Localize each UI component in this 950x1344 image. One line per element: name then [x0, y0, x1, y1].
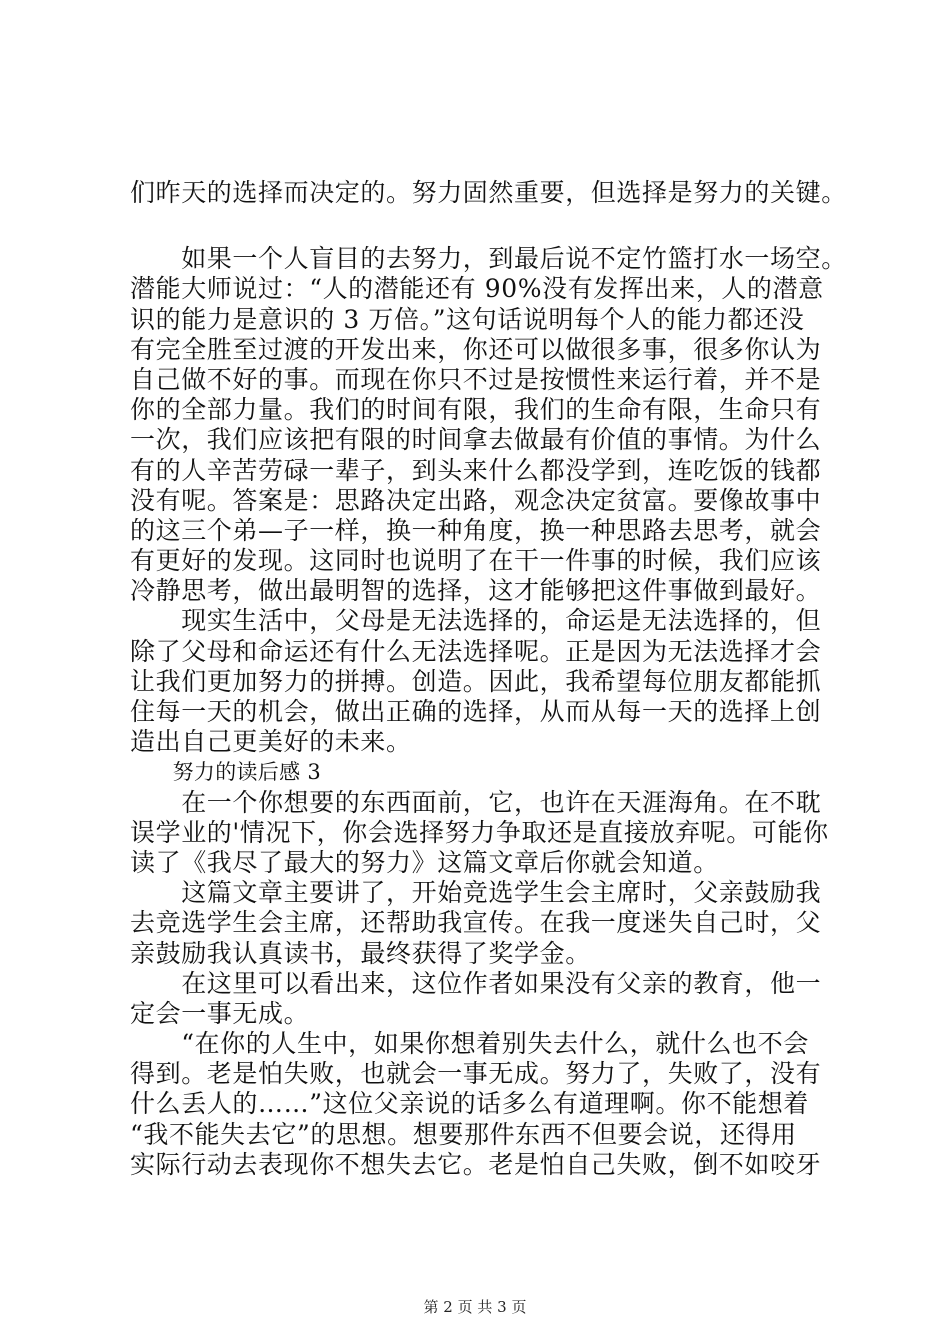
text-line: 什么丢人的……”这位父亲说的话多么有道理啊。你不能想着	[130, 1089, 809, 1119]
text-line: “我不能失去它”的思想。想要那件东西不但要会说，还得用	[130, 1119, 797, 1149]
text-line: 们昨天的选择而决定的。努力固然重要，但选择是努力的关键。	[130, 178, 847, 207]
text-line: 住每一天的机会，做出正确的选择，从而从每一天的选择上创	[130, 697, 822, 726]
text-line: 得到。老是怕失败，也就会一事无成。努力了，失败了，没有	[130, 1059, 822, 1089]
text-line: 有完全胜至过渡的开发出来，你还可以做很多事，很多你认为	[130, 334, 822, 364]
text-line: 一次，我们应该把有限的时间拿去做最有价值的事情。为什么	[130, 425, 822, 455]
text-line: 在一个你想要的东西面前，它，也许在天涯海角。在不耽	[130, 787, 822, 817]
text-line: 亲鼓励我认真读书，最终获得了奖学金。	[130, 938, 591, 968]
body-text	[130, 178, 850, 1180]
text-line: 造出自己更美好的未来。	[130, 727, 412, 757]
text-line: 读了《我尽了最大的努力》这篇文章后你就会知道。	[130, 847, 719, 877]
text-line: 识的能力是意识的 3 万倍。”这句话说明每个人的能力都还没	[130, 304, 805, 334]
text-line: 在这里可以看出来，这位作者如果没有父亲的教育，他一	[130, 968, 822, 998]
text-line: 去竞选学生会主席，还帮助我宣传。在我一度迷失自己时，父	[130, 908, 822, 938]
section-heading: 努力的读后感 3	[130, 760, 322, 785]
text-line: 你的全部力量。我们的时间有限，我们的生命有限，生命只有	[130, 395, 822, 425]
text-line: 现实生活中，父母是无法选择的，命运是无法选择的，但	[130, 606, 822, 636]
text-line: 这篇文章主要讲了，开始竞选学生会主席时，父亲鼓励我	[130, 878, 822, 908]
text-line: 自己做不好的事。而现在你只不过是按惯性来运行着，并不是	[130, 364, 822, 394]
text-line: 除了父母和命运还有什么无法选择呢。正是因为无法选择才会	[130, 636, 822, 666]
text-line: 实际行动去表现你不想失去它。老是怕自己失败，倒不如咬牙	[130, 1149, 822, 1179]
text-line: 潜能大师说过：“人的潜能还有 90%没有发挥出来，人的潜意	[130, 274, 824, 304]
text-line: “在你的人生中，如果你想着别失去什么，就什么也不会	[130, 1029, 809, 1059]
text-line: 没有呢。答案是：思路决定出路，观念决定贫富。要像故事中	[130, 485, 822, 515]
page-footer: 第 2 页 共 3 页	[423, 1298, 527, 1316]
text-line: 定会一事无成。	[130, 998, 310, 1028]
paragraph-gap	[130, 208, 850, 244]
text-line: 有的人辛苦劳碌一辈子，到头来什么都没学到，连吃饭的钱都	[130, 455, 822, 485]
text-line: 让我们更加努力的拼搏。创造。因此，我希望每位朋友都能抓	[130, 666, 822, 696]
text-line: 的这三个弟—子一样，换一种角度，换一种思路去思考，就会	[130, 515, 822, 545]
text-line: 误学业的'情况下，你会选择努力争取还是直接放弃呢。可能你	[130, 817, 829, 847]
text-line: 如果一个人盲目的去努力，到最后说不定竹篮打水一场空。	[130, 244, 847, 274]
text-line: 冷静思考，做出最明智的选择，这才能够把这件事做到最好。	[130, 576, 822, 606]
text-line: 有更好的发现。这同时也说明了在干一件事的时候，我们应该	[130, 546, 822, 576]
